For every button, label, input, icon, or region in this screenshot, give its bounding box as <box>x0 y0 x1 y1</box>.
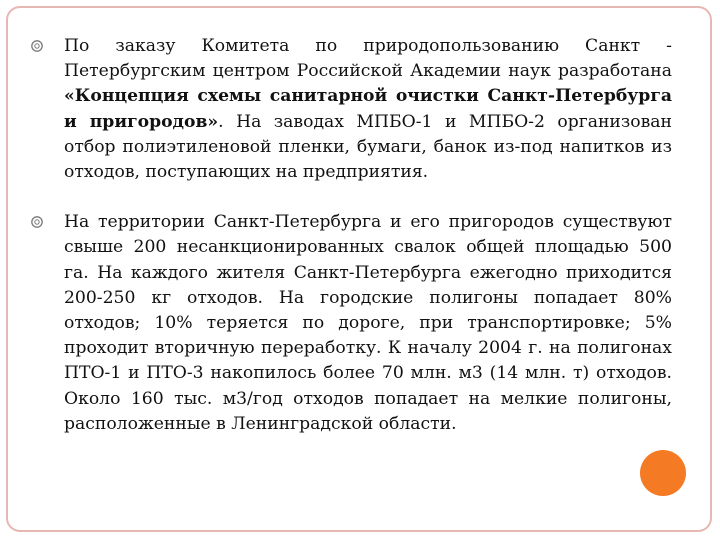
bullet-1-text-after: . На заводах МПБО-1 и МПБО-2 организован отбор полиэтиленовой пленки, бумаги, банок из-под напитков из отходов, поступающих на предприятия. <box>64 111 672 183</box>
bullet-1-text-before: По заказу Комитета по природопользованию Санкт - Петербургским центром Российской Академии наук разработана <box>64 36 672 82</box>
circle-bullet-icon <box>30 215 44 229</box>
bullet-1-bold-title: «Концепция схемы санитарной очистки Санкт-Петербурга и пригородов» <box>64 86 672 132</box>
decorative-orange-circle <box>640 450 686 496</box>
circle-bullet-icon <box>30 39 44 53</box>
slide-content <box>30 34 672 437</box>
bullet-item-2 <box>30 210 672 437</box>
bullet-2-text: На территории Санкт-Петербурга и его пригородов существуют свыше 200 несанкционированных свалок общей площадью 500 га. На каждого жителя Санкт-Петербурга ежегодно приходится 200-250 кг отходов. На городские полигоны попадает 80% отходов; 10% теряется по дороге, при транспортировке; 5% проходит вторичную переработку. К началу 2004 г. на полигонах ПТО-1 и ПТО-3 накопилось более 70 млн. м3 (14 млн. т) отходов. Около 160 тыс. м3/год отходов попадает на мелкие полигоны, расположенные в Ленинградской области. <box>64 212 672 434</box>
bullet-item-1 <box>30 34 672 185</box>
